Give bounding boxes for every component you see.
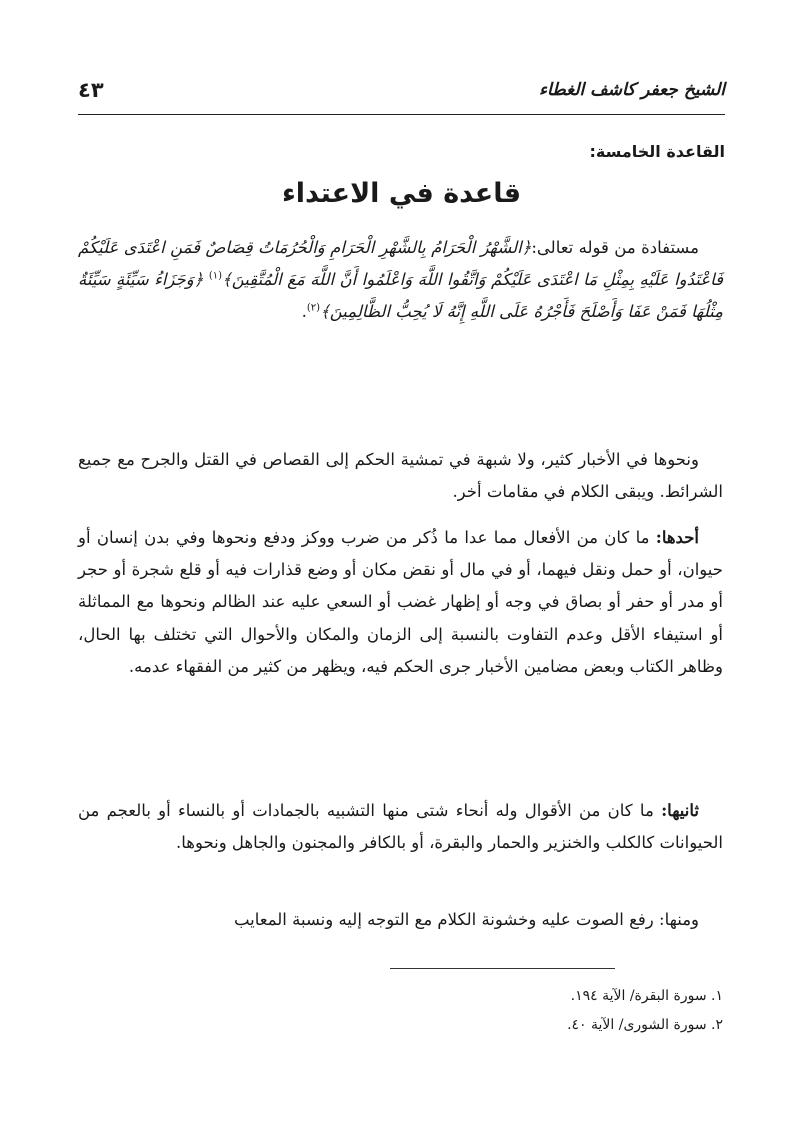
paragraph-1-text: ونحوها في الأخبار كثير، ولا شبهة في تمشية الحكم إلى القصاص في القتل والجرح مع جميع الشرائط. ويبقى الكلام في مقامات أخر.	[78, 450, 723, 502]
footnote-ref-2: (٢)	[306, 302, 321, 314]
verse-2: ﴿وَجَزَاءُ سَيِّئَةٍ سَيِّئَةٌ مِثْلُهَا فَمَنْ عَفَا وَأَصْلَحَ فَأَجْرُهُ عَلَى اللَّهِ إِنَّهُ لَا يُحِبُّ الظَّالِمِينَ﴾	[78, 270, 723, 322]
paragraph-2	[78, 522, 723, 683]
footnote-1: ١. سورة البقرة/ الآية ١٩٤.	[570, 988, 723, 1004]
paragraph-3-lead: ثانيها:	[661, 801, 699, 820]
paragraph-2-lead: أحدها:	[655, 528, 699, 547]
paragraph-2-text: ما كان من الأفعال مما عدا ما ذُكر من ضرب ووكز ودفع ونحوها وفي بدن إنسان أو حيوان، أو حمل ونقل فيهما، أو في مال أو نقض مكان أو وضع قذارات فيه أو قلع شجرة أو حجر أو مدر أو حفر أو بصاق في وجه أو إظهار غضب أو السعي عليه عند الظالم ونحوها مع المماثلة أو استيفاء الأقل وعدم التفاوت بالنسبة إلى الزمان والمكان والأحوال التي تختلف بها الحال، وظاهر الكتاب وبعض مضامين الأخبار جرى الحكم فيه، ويظهر من كثير من الفقهاء عدمه.	[78, 528, 723, 676]
quran-quote-paragraph	[78, 232, 723, 329]
footnotes	[567, 982, 723, 1039]
quote-end: .	[301, 302, 307, 322]
page-header	[78, 78, 725, 115]
verse-1: ﴿الشَّهْرُ الْحَرَامُ بِالشَّهْرِ الْحَرَامِ وَالْحُرُمَاتُ قِصَاصٌ فَمَنِ اعْتَدَى عَلَيْكُمْ فَاعْتَدُوا عَلَيْهِ بِمِثْلِ مَا اعْتَدَى عَلَيْكُمْ وَاتَّقُوا اللَّهَ وَاعْلَمُوا أَنَّ اللَّهَ مَعَ الْمُتَّقِينَ﴾	[78, 238, 724, 290]
paragraph-4-text: ومنها: رفع الصوت عليه وخشونة الكلام مع التوجه إليه ونسبة المعايب	[233, 910, 699, 929]
quote-intro: مستفادة من قوله تعالى:	[531, 238, 699, 257]
paragraph-3	[78, 795, 723, 859]
page-title: قاعدة في الاعتداء	[281, 178, 522, 209]
footnote-2: ٢. سورة الشورى/ الآية ٤٠.	[567, 1016, 723, 1033]
paragraph-4	[78, 904, 723, 936]
footnote-divider	[390, 968, 615, 969]
paragraph-1	[78, 444, 723, 508]
footnote-ref-1: (١)	[208, 270, 223, 282]
running-title: الشيخ جعفر كاشف الغطاء	[539, 80, 725, 100]
paragraph-3-text: ما كان من الأقوال وله أنحاء شتى منها التشبيه بالجمادات أو بالنساء أو بالعجم من الحيوانات كالكلب والخنزير والحمار والبقرة، أو بالكافر والمجنون والجاهل ونحوها.	[78, 801, 723, 853]
section-label: القاعدة الخامسة:	[589, 142, 725, 161]
page-number: ٤٣	[78, 78, 104, 102]
